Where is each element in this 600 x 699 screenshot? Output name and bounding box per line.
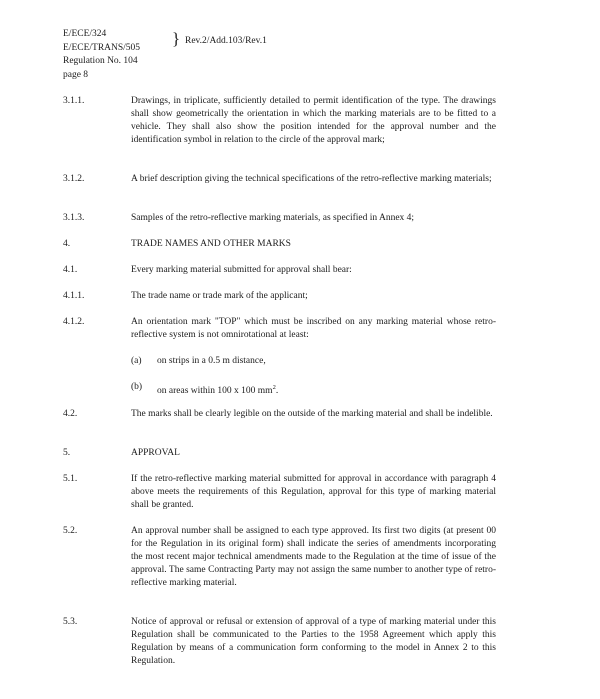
section-heading: APPROVAL	[131, 448, 180, 458]
paragraph-number: 5.1.	[63, 474, 78, 484]
header-brace: }	[172, 29, 181, 48]
paragraph-text: An orientation mark "TOP" which must be inscribed on any marking material whose retro-reflective system is not omnirotational at least:	[131, 317, 496, 340]
paragraph-text: An approval number shall be assigned to each type approved. Its first two digits (at present 00 for the Regulation in its original form) shall indicate the series of amendments incorporating the most recent major technical amendments made to the Regulation at the time of issue of the approval. The same Contracting Party may not assign the same number to another type of retro-reflective marking material.	[131, 526, 496, 588]
paragraph-number: 4.1.2.	[63, 317, 85, 327]
paragraph-text: Samples of the retro-reflective marking materials, as specified in Annex 4;	[131, 213, 415, 223]
page-number: page 8	[63, 69, 89, 80]
paragraph-text: A brief description giving the technical specifications of the retro-reflective marking materials;	[131, 174, 492, 184]
doc-symbol-trans: E/ECE/TRANS/505	[63, 42, 141, 53]
list-item-text: on strips in a 0.5 m distance,	[157, 356, 266, 366]
document-header	[63, 28, 140, 82]
paragraph-number: 3.1.3.	[63, 213, 85, 223]
list-item-text-main: on areas within 100 x 100 mm	[157, 386, 273, 397]
section-heading: TRADE NAMES AND OTHER MARKS	[131, 239, 291, 249]
paragraph-text: If the retro-reflective marking material submitted for approval in accordance with paragraph 4 above meets the requirements of this Regulation, approval for this type of marking material shall be granted.	[131, 474, 496, 510]
section-number: 5.	[63, 448, 71, 458]
paragraph-text: Notice of approval or refusal or extension of approval of a type of marking material under this Regulation shall be communicated to the Parties to the 1958 Agreement which apply this Regulation by means of a communication form conforming to the model in Annex 2 to this Regulation.	[131, 617, 496, 666]
revision-label: Rev.2/Add.103/Rev.1	[185, 36, 267, 46]
paragraph-text: Every marking material submitted for approval shall bear:	[131, 265, 352, 275]
paragraph-number: 5.3.	[63, 617, 78, 627]
regulation-number: Regulation No. 104	[63, 56, 138, 66]
list-item-label: (b)	[131, 382, 143, 392]
paragraph-text: The trade name or trade mark of the applicant;	[131, 291, 308, 301]
paragraph-number: 4.1.	[63, 265, 78, 275]
paragraph-text: Drawings, in triplicate, sufficiently detailed to permit identification of the type. The drawings shall show geometrically the orientation in which the marking materials are to be fitted to a vehicle. They shall also show the position intended for the approval number and the identification symbol in relation to the circle of the approval mark;	[131, 96, 496, 145]
paragraph-number: 3.1.2.	[63, 174, 85, 184]
list-item-text: on areas within 100 x 100 $mm^2$.	[157, 384, 279, 397]
doc-symbol: E/ECE/324	[63, 29, 107, 39]
paragraph-number: 4.2.	[63, 409, 78, 419]
paragraph-number: 5.2.	[63, 526, 78, 536]
paragraph-text: The marks shall be clearly legible on the outside of the marking material and shall be indelible.	[131, 409, 493, 419]
paragraph-number: 3.1.1.	[63, 96, 85, 106]
paragraph-number: 4.1.1.	[63, 291, 85, 301]
list-item-label: (a)	[131, 356, 142, 366]
section-number: 4.	[63, 239, 71, 249]
